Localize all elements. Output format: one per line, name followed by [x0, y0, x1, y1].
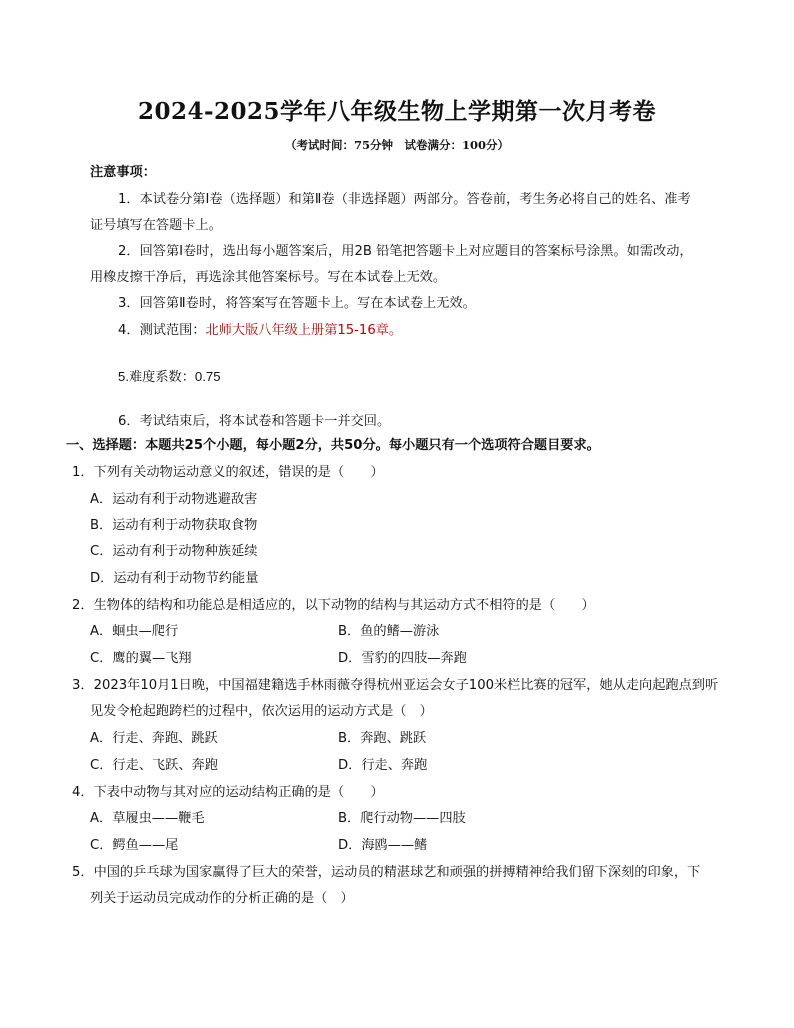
test-scope: 北师大版八年级上册第15-16章。 — [205, 323, 403, 338]
notice-item-1-line-1: 1．本试卷分第Ⅰ卷（选择题）和第Ⅱ卷（非选择题）两部分。答卷前，考生务必将自己的姓名、准考 — [118, 192, 691, 207]
question-1-stem: 1．下列有关动物运动意义的叙述，错误的是（ ） — [72, 465, 384, 480]
question-3-stem-line-2: 见发令枪起跑跨栏的过程中，依次运用的运动方式是（ ） — [90, 704, 433, 719]
question-2-option-d: D．雪豹的四肢—奔跑 — [338, 651, 467, 666]
question-3-stem-line-1: 3．2023年10月1日晚，中国福建籍选手林雨薇夺得杭州亚运会女子100米栏比赛的冠军，她从走向起跑点到听 — [72, 678, 719, 693]
question-4-option-b: B．爬行动物——四肢 — [338, 811, 466, 826]
question-2-option-a: A．蛔虫—爬行 — [90, 624, 179, 639]
notice-item-3: 3．回答第Ⅱ卷时，将答案写在答题卡上。写在本试卷上无效。 — [118, 296, 476, 311]
question-3-option-b: B．奔跑、跳跃 — [338, 731, 427, 746]
question-2-option-c: C．鹰的翼—飞翔 — [90, 651, 192, 666]
question-4-stem: 4．下表中动物与其对应的运动结构正确的是（ ） — [72, 785, 384, 800]
question-1-option-c: C．运动有利于动物种族延续 — [90, 544, 258, 559]
section-1-heading: 一、选择题：本题共25个小题，每小题2分，共50分。每小题只有一个选项符合题目要求。 — [66, 438, 600, 453]
exam-subtitle: （考试时间：75分钟 试卷满分：100分） — [284, 138, 509, 152]
notice-item-2-line-1: 2．回答第Ⅰ卷时，选出每小题答案后，用2B 铅笔把答题卡上对应题目的答案标号涂黑。如需改动， — [118, 244, 693, 259]
notice-item-6: 6．考试结束后，将本试卷和答题卡一并交回。 — [118, 414, 391, 429]
notice-item-4-prefix: 4．测试范围： — [118, 323, 206, 338]
question-1-option-b: B．运动有利于动物获取食物 — [90, 518, 258, 533]
question-4-option-a: A．草履虫——鞭毛 — [90, 811, 205, 826]
question-4-option-d: D．海鸥——鳍 — [338, 838, 428, 853]
question-3-option-c: C．行走、飞跃、奔跑 — [90, 758, 218, 773]
question-4-option-c: C．鳄鱼——尾 — [90, 838, 179, 853]
notice-item-5: 5.难度系数：0.75 — [118, 369, 221, 384]
question-3-option-d: D．行走、奔跑 — [338, 758, 428, 773]
question-2-option-b: B．鱼的鳍—游泳 — [338, 624, 440, 639]
notice-item-4 — [118, 321, 402, 341]
question-1-option-a: A．运动有利于动物逃避敌害 — [90, 492, 258, 507]
question-1-option-d: D．运动有利于动物节约能量 — [90, 571, 259, 586]
question-2-stem: 2．生物体的结构和功能总是相适应的，以下动物的结构与其运动方式不相符的是（ ） — [72, 598, 595, 613]
question-5-stem-line-2: 列关于运动员完成动作的分析正确的是（ ） — [90, 891, 354, 906]
notice-heading: 注意事项： — [90, 165, 156, 180]
exam-title: 2024-2025学年八年级生物上学期第一次月考卷 — [137, 98, 657, 125]
question-3-option-a: A．行走、奔跑、跳跃 — [90, 731, 218, 746]
notice-item-2-line-2: 用橡皮擦干净后，再选涂其他答案标号。写在本试卷上无效。 — [90, 270, 447, 285]
notice-item-1-line-2: 证号填写在答题卡上。 — [90, 218, 222, 233]
question-5-stem-line-1: 5．中国的乒乓球为国家赢得了巨大的荣誉，运动员的精湛球艺和顽强的拼搏精神给我们留下深刻的印象，下 — [72, 865, 701, 880]
